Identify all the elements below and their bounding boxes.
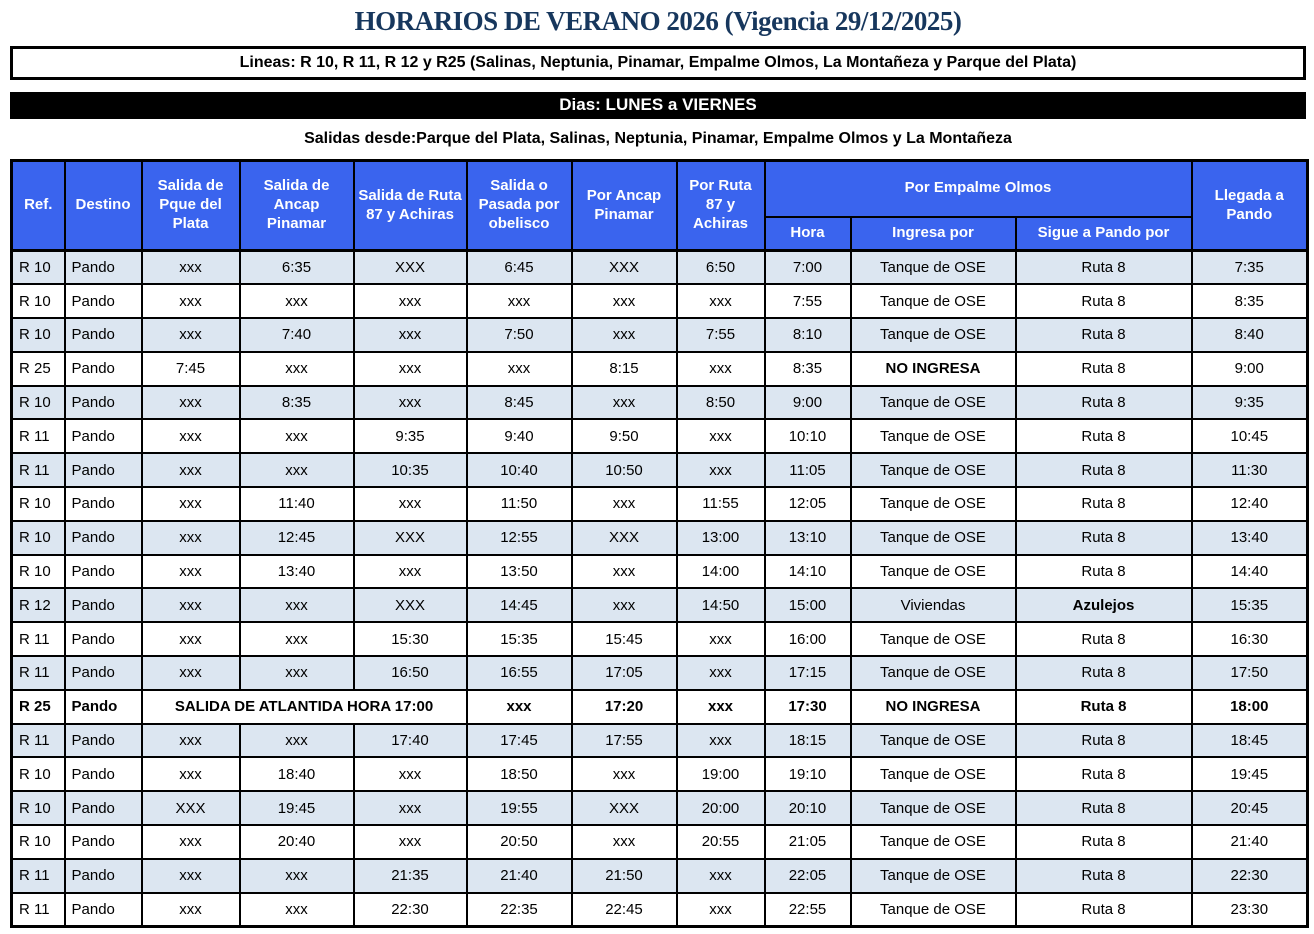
- cell-destino: Pando: [65, 487, 142, 521]
- table-cell: xxx: [240, 453, 354, 487]
- cell-ref: R 12: [12, 588, 65, 622]
- table-cell: 21:40: [467, 859, 572, 893]
- table-cell: 10:35: [354, 453, 467, 487]
- table-cell: 10:50: [572, 453, 677, 487]
- cell-ref: R 10: [12, 284, 65, 318]
- table-cell: XXX: [572, 791, 677, 825]
- cell-ref: R 10: [12, 487, 65, 521]
- table-cell: xxx: [677, 419, 765, 453]
- table-cell: XXX: [354, 588, 467, 622]
- table-cell: XXX: [142, 791, 240, 825]
- col-header-por-ancap-pinamar: Por Ancap Pinamar: [572, 161, 677, 251]
- table-row: [12, 690, 1308, 724]
- cell-destino: Pando: [65, 386, 142, 420]
- table-cell: 8:50: [677, 386, 765, 420]
- table-row: [12, 588, 1308, 622]
- table-cell: xxx: [467, 352, 572, 386]
- cell-destino: Pando: [65, 757, 142, 791]
- table-cell: 15:30: [354, 622, 467, 656]
- table-cell: xxx: [572, 555, 677, 589]
- table-cell: Tanque de OSE: [851, 859, 1016, 893]
- table-cell: 9:35: [1192, 386, 1308, 420]
- table-cell: Ruta 8: [1016, 521, 1192, 555]
- table-row: [12, 453, 1308, 487]
- table-cell: Tanque de OSE: [851, 555, 1016, 589]
- table-cell: 9:40: [467, 419, 572, 453]
- table-cell: 6:45: [467, 251, 572, 285]
- table-cell: 8:35: [765, 352, 851, 386]
- table-row: [12, 251, 1308, 285]
- table-cell: xxx: [354, 487, 467, 521]
- table-cell: 20:00: [677, 791, 765, 825]
- table-cell: 17:45: [467, 724, 572, 758]
- table-cell: XXX: [354, 251, 467, 285]
- table-cell: Ruta 8: [1016, 757, 1192, 791]
- table-row: [12, 352, 1308, 386]
- table-row: [12, 318, 1308, 352]
- table-cell: xxx: [677, 453, 765, 487]
- table-cell: xxx: [240, 588, 354, 622]
- table-cell: Ruta 8: [1016, 656, 1192, 690]
- cell-ref: R 10: [12, 386, 65, 420]
- table-cell: xxx: [142, 622, 240, 656]
- table-cell: 19:55: [467, 791, 572, 825]
- table-cell: Tanque de OSE: [851, 419, 1016, 453]
- table-cell: Ruta 8: [1016, 622, 1192, 656]
- table-cell: 13:40: [240, 555, 354, 589]
- table-cell: Ruta 8: [1016, 419, 1192, 453]
- table-cell: 11:05: [765, 453, 851, 487]
- col-header-salida-ancap-pinamar: Salida de Ancap Pinamar: [240, 161, 354, 251]
- table-row: [12, 555, 1308, 589]
- table-cell: Ruta 8: [1016, 318, 1192, 352]
- table-cell: 6:35: [240, 251, 354, 285]
- table-cell: Ruta 8: [1016, 284, 1192, 318]
- table-row: [12, 487, 1308, 521]
- table-cell: Ruta 8: [1016, 386, 1192, 420]
- table-cell: 11:55: [677, 487, 765, 521]
- cell-ref: R 10: [12, 521, 65, 555]
- days-banner: [10, 92, 1306, 119]
- table-cell: xxx: [354, 352, 467, 386]
- table-cell: 7:55: [765, 284, 851, 318]
- table-cell: 15:35: [467, 622, 572, 656]
- table-cell: 9:00: [1192, 352, 1308, 386]
- table-cell: xxx: [142, 656, 240, 690]
- table-cell: 21:05: [765, 825, 851, 859]
- table-cell: Tanque de OSE: [851, 318, 1016, 352]
- table-cell: 15:00: [765, 588, 851, 622]
- table-cell: xxx: [677, 284, 765, 318]
- table-cell: 7:45: [142, 352, 240, 386]
- table-cell: 7:55: [677, 318, 765, 352]
- table-cell: 8:10: [765, 318, 851, 352]
- table-row: [12, 757, 1308, 791]
- table-cell: xxx: [354, 791, 467, 825]
- table-cell: xxx: [142, 487, 240, 521]
- table-cell: 18:50: [467, 757, 572, 791]
- table-cell: xxx: [467, 284, 572, 318]
- table-cell: Tanque de OSE: [851, 453, 1016, 487]
- col-header-llegada-a-pando: Llegada a Pando: [1192, 161, 1308, 251]
- cell-ref: R 25: [12, 690, 65, 724]
- table-cell: 12:55: [467, 521, 572, 555]
- table-cell: 10:10: [765, 419, 851, 453]
- table-cell: 11:50: [467, 487, 572, 521]
- table-cell: xxx: [572, 284, 677, 318]
- cell-destino: Pando: [65, 791, 142, 825]
- table-cell: 18:45: [1192, 724, 1308, 758]
- table-cell: 17:20: [572, 690, 677, 724]
- table-cell: xxx: [677, 656, 765, 690]
- table-cell: 8:35: [240, 386, 354, 420]
- table-cell: 14:45: [467, 588, 572, 622]
- table-cell: 6:50: [677, 251, 765, 285]
- cell-destino: Pando: [65, 622, 142, 656]
- table-cell: xxx: [142, 284, 240, 318]
- table-cell: xxx: [572, 757, 677, 791]
- table-cell: Ruta 8: [1016, 893, 1192, 927]
- table-cell: 17:05: [572, 656, 677, 690]
- col-header-ingresa-por: Ingresa por: [851, 217, 1016, 251]
- table-cell: 7:35: [1192, 251, 1308, 285]
- table-cell: Tanque de OSE: [851, 757, 1016, 791]
- table-cell: NO INGRESA: [851, 690, 1016, 724]
- cell-destino: Pando: [65, 893, 142, 927]
- table-cell: Ruta 8: [1016, 690, 1192, 724]
- cell-destino: Pando: [65, 724, 142, 758]
- table-cell: 20:45: [1192, 791, 1308, 825]
- cell-ref: R 10: [12, 251, 65, 285]
- table-cell: 16:50: [354, 656, 467, 690]
- table-cell: xxx: [572, 825, 677, 859]
- table-cell: xxx: [142, 453, 240, 487]
- table-row: [12, 284, 1308, 318]
- table-cell: 9:00: [765, 386, 851, 420]
- table-cell: xxx: [240, 284, 354, 318]
- table-cell: 20:10: [765, 791, 851, 825]
- table-cell: xxx: [240, 419, 354, 453]
- table-cell: 22:35: [467, 893, 572, 927]
- table-cell: Tanque de OSE: [851, 791, 1016, 825]
- table-cell: 11:40: [240, 487, 354, 521]
- table-cell: xxx: [354, 825, 467, 859]
- table-cell: 23:30: [1192, 893, 1308, 927]
- table-cell: xxx: [467, 690, 572, 724]
- table-cell: 10:40: [467, 453, 572, 487]
- cell-destino: Pando: [65, 690, 142, 724]
- cell-ref: R 11: [12, 893, 65, 927]
- table-cell: 18:00: [1192, 690, 1308, 724]
- table-cell: xxx: [572, 318, 677, 352]
- table-cell: Azulejos: [1016, 588, 1192, 622]
- cell-ref: R 11: [12, 859, 65, 893]
- table-cell: 17:15: [765, 656, 851, 690]
- table-row: [12, 724, 1308, 758]
- table-cell: 17:40: [354, 724, 467, 758]
- cell-destino: Pando: [65, 284, 142, 318]
- cell-destino: Pando: [65, 555, 142, 589]
- col-header-ref: Ref.: [12, 161, 65, 251]
- table-cell: 7:50: [467, 318, 572, 352]
- table-cell: xxx: [240, 724, 354, 758]
- table-cell: xxx: [142, 386, 240, 420]
- table-cell: 14:50: [677, 588, 765, 622]
- table-cell: 7:40: [240, 318, 354, 352]
- table-cell: 14:10: [765, 555, 851, 589]
- col-header-destino: Destino: [65, 161, 142, 251]
- table-cell: xxx: [572, 588, 677, 622]
- table-cell: xxx: [142, 555, 240, 589]
- timetable: [10, 159, 1309, 928]
- table-cell: 21:50: [572, 859, 677, 893]
- table-cell: xxx: [354, 757, 467, 791]
- table-cell: 17:50: [1192, 656, 1308, 690]
- table-cell: xxx: [240, 859, 354, 893]
- table-cell: Tanque de OSE: [851, 251, 1016, 285]
- cell-destino: Pando: [65, 352, 142, 386]
- table-cell: 19:10: [765, 757, 851, 791]
- table-cell: 22:30: [1192, 859, 1308, 893]
- table-cell: 13:50: [467, 555, 572, 589]
- table-cell: Tanque de OSE: [851, 893, 1016, 927]
- table-cell: 17:55: [572, 724, 677, 758]
- table-cell: xxx: [142, 859, 240, 893]
- table-cell: xxx: [677, 859, 765, 893]
- table-cell: Ruta 8: [1016, 724, 1192, 758]
- table-cell: 8:45: [467, 386, 572, 420]
- table-cell: 8:40: [1192, 318, 1308, 352]
- cell-destino: Pando: [65, 588, 142, 622]
- cell-ref: R 10: [12, 757, 65, 791]
- table-row: [12, 825, 1308, 859]
- cell-ref: R 11: [12, 419, 65, 453]
- table-row: [12, 622, 1308, 656]
- timetable-header: [12, 161, 1308, 251]
- table-cell: 21:40: [1192, 825, 1308, 859]
- table-cell: 17:30: [765, 690, 851, 724]
- cell-ref: R 10: [12, 318, 65, 352]
- days-banner-text: Dias: LUNES a VIERNES: [559, 95, 757, 114]
- cell-ref: R 11: [12, 656, 65, 690]
- table-row: [12, 656, 1308, 690]
- col-header-hora: Hora: [765, 217, 851, 251]
- table-cell: Tanque de OSE: [851, 724, 1016, 758]
- table-cell: 22:55: [765, 893, 851, 927]
- cell-destino: Pando: [65, 521, 142, 555]
- table-cell: xxx: [677, 622, 765, 656]
- table-cell: xxx: [142, 588, 240, 622]
- table-cell: xxx: [240, 622, 354, 656]
- cell-destino: Pando: [65, 656, 142, 690]
- table-cell: xxx: [572, 487, 677, 521]
- table-cell: xxx: [354, 555, 467, 589]
- table-cell: xxx: [240, 656, 354, 690]
- page-title: HORARIOS DE VERANO 2026 (Vigencia 29/12/2025): [354, 6, 962, 36]
- table-cell: 13:00: [677, 521, 765, 555]
- table-cell: xxx: [142, 724, 240, 758]
- table-cell: XXX: [572, 251, 677, 285]
- table-cell: 16:55: [467, 656, 572, 690]
- col-header-salida-obelisco: Salida o Pasada por obelisco: [467, 161, 572, 251]
- table-cell: xxx: [572, 386, 677, 420]
- table-cell: 9:35: [354, 419, 467, 453]
- table-row: [12, 893, 1308, 927]
- table-cell: 19:45: [240, 791, 354, 825]
- col-header-salida-ruta87-achiras: Salida de Ruta 87 y Achiras: [354, 161, 467, 251]
- cell-destino: Pando: [65, 419, 142, 453]
- table-cell: 13:40: [1192, 521, 1308, 555]
- table-cell: 20:40: [240, 825, 354, 859]
- table-cell: Tanque de OSE: [851, 521, 1016, 555]
- table-cell: Ruta 8: [1016, 453, 1192, 487]
- table-cell: xxx: [142, 251, 240, 285]
- col-header-por-ruta87-achiras: Por Ruta 87 y Achiras: [677, 161, 765, 251]
- header-row-main: [12, 161, 1308, 217]
- table-cell: 14:40: [1192, 555, 1308, 589]
- cell-ref: R 11: [12, 622, 65, 656]
- table-cell: Ruta 8: [1016, 352, 1192, 386]
- lines-banner: [10, 46, 1306, 80]
- table-cell: Ruta 8: [1016, 251, 1192, 285]
- cell-destino: Pando: [65, 251, 142, 285]
- table-cell: 12:05: [765, 487, 851, 521]
- cell-destino: Pando: [65, 859, 142, 893]
- timetable-body: [12, 251, 1308, 927]
- table-cell: Ruta 8: [1016, 825, 1192, 859]
- table-cell: Ruta 8: [1016, 791, 1192, 825]
- table-cell: 18:40: [240, 757, 354, 791]
- table-cell: 12:40: [1192, 487, 1308, 521]
- table-cell: xxx: [142, 419, 240, 453]
- table-cell: Ruta 8: [1016, 487, 1192, 521]
- table-row: [12, 419, 1308, 453]
- table-cell: 22:45: [572, 893, 677, 927]
- table-cell: Tanque de OSE: [851, 656, 1016, 690]
- table-cell: 14:00: [677, 555, 765, 589]
- table-cell: 16:30: [1192, 622, 1308, 656]
- table-cell: 9:50: [572, 419, 677, 453]
- col-header-salida-pque-del-plata: Salida de Pque del Plata: [142, 161, 240, 251]
- table-row: [12, 791, 1308, 825]
- table-cell: 21:35: [354, 859, 467, 893]
- table-cell: xxx: [142, 757, 240, 791]
- table-cell: Tanque de OSE: [851, 284, 1016, 318]
- table-cell: xxx: [142, 521, 240, 555]
- table-cell: 19:00: [677, 757, 765, 791]
- table-cell: Ruta 8: [1016, 555, 1192, 589]
- table-cell: xxx: [354, 284, 467, 318]
- table-cell: 20:50: [467, 825, 572, 859]
- table-cell: 10:45: [1192, 419, 1308, 453]
- table-cell: xxx: [354, 386, 467, 420]
- cell-ref: R 10: [12, 791, 65, 825]
- cell-ref: R 11: [12, 724, 65, 758]
- table-cell: xxx: [142, 893, 240, 927]
- table-cell: 7:00: [765, 251, 851, 285]
- table-row: [12, 386, 1308, 420]
- table-cell: 16:00: [765, 622, 851, 656]
- table-row: [12, 859, 1308, 893]
- table-cell: 18:15: [765, 724, 851, 758]
- table-cell: Viviendas: [851, 588, 1016, 622]
- table-cell: XXX: [572, 521, 677, 555]
- table-cell: NO INGRESA: [851, 352, 1016, 386]
- table-cell: XXX: [354, 521, 467, 555]
- cell-ref: R 10: [12, 555, 65, 589]
- table-cell: 19:45: [1192, 757, 1308, 791]
- table-cell: 13:10: [765, 521, 851, 555]
- lines-banner-text: Lineas: R 10, R 11, R 12 y R25 (Salinas, Neptunia, Pinamar, Empalme Olmos, La Montañeza y Parque del Plata): [239, 54, 1077, 71]
- table-cell: Tanque de OSE: [851, 487, 1016, 521]
- table-cell: xxx: [677, 893, 765, 927]
- departures-subtitle: Salidas desde:Parque del Plata, Salinas, Neptunia, Pinamar, Empalme Olmos y La Montañeza: [304, 130, 1012, 147]
- table-cell: SALIDA DE ATLANTIDA HORA 17:00: [142, 690, 467, 724]
- col-header-sigue-a-pando-por: Sigue a Pando por: [1016, 217, 1192, 251]
- cell-destino: Pando: [65, 825, 142, 859]
- table-cell: Ruta 8: [1016, 859, 1192, 893]
- table-cell: 15:35: [1192, 588, 1308, 622]
- table-cell: 8:15: [572, 352, 677, 386]
- table-cell: 22:30: [354, 893, 467, 927]
- cell-ref: R 10: [12, 825, 65, 859]
- table-row: [12, 521, 1308, 555]
- table-cell: 8:35: [1192, 284, 1308, 318]
- table-cell: Tanque de OSE: [851, 622, 1016, 656]
- table-cell: xxx: [354, 318, 467, 352]
- table-cell: xxx: [677, 724, 765, 758]
- cell-destino: Pando: [65, 453, 142, 487]
- table-cell: 22:05: [765, 859, 851, 893]
- table-cell: xxx: [240, 352, 354, 386]
- table-cell: xxx: [142, 318, 240, 352]
- table-cell: 15:45: [572, 622, 677, 656]
- table-cell: xxx: [677, 352, 765, 386]
- table-cell: xxx: [240, 893, 354, 927]
- cell-destino: Pando: [65, 318, 142, 352]
- table-cell: xxx: [142, 825, 240, 859]
- table-cell: xxx: [677, 690, 765, 724]
- table-cell: 12:45: [240, 521, 354, 555]
- cell-ref: R 25: [12, 352, 65, 386]
- cell-ref: R 11: [12, 453, 65, 487]
- table-cell: 11:30: [1192, 453, 1308, 487]
- table-cell: 20:55: [677, 825, 765, 859]
- table-cell: Tanque de OSE: [851, 386, 1016, 420]
- group-header-por-empalme-olmos: Por Empalme Olmos: [765, 161, 1192, 217]
- table-cell: Tanque de OSE: [851, 825, 1016, 859]
